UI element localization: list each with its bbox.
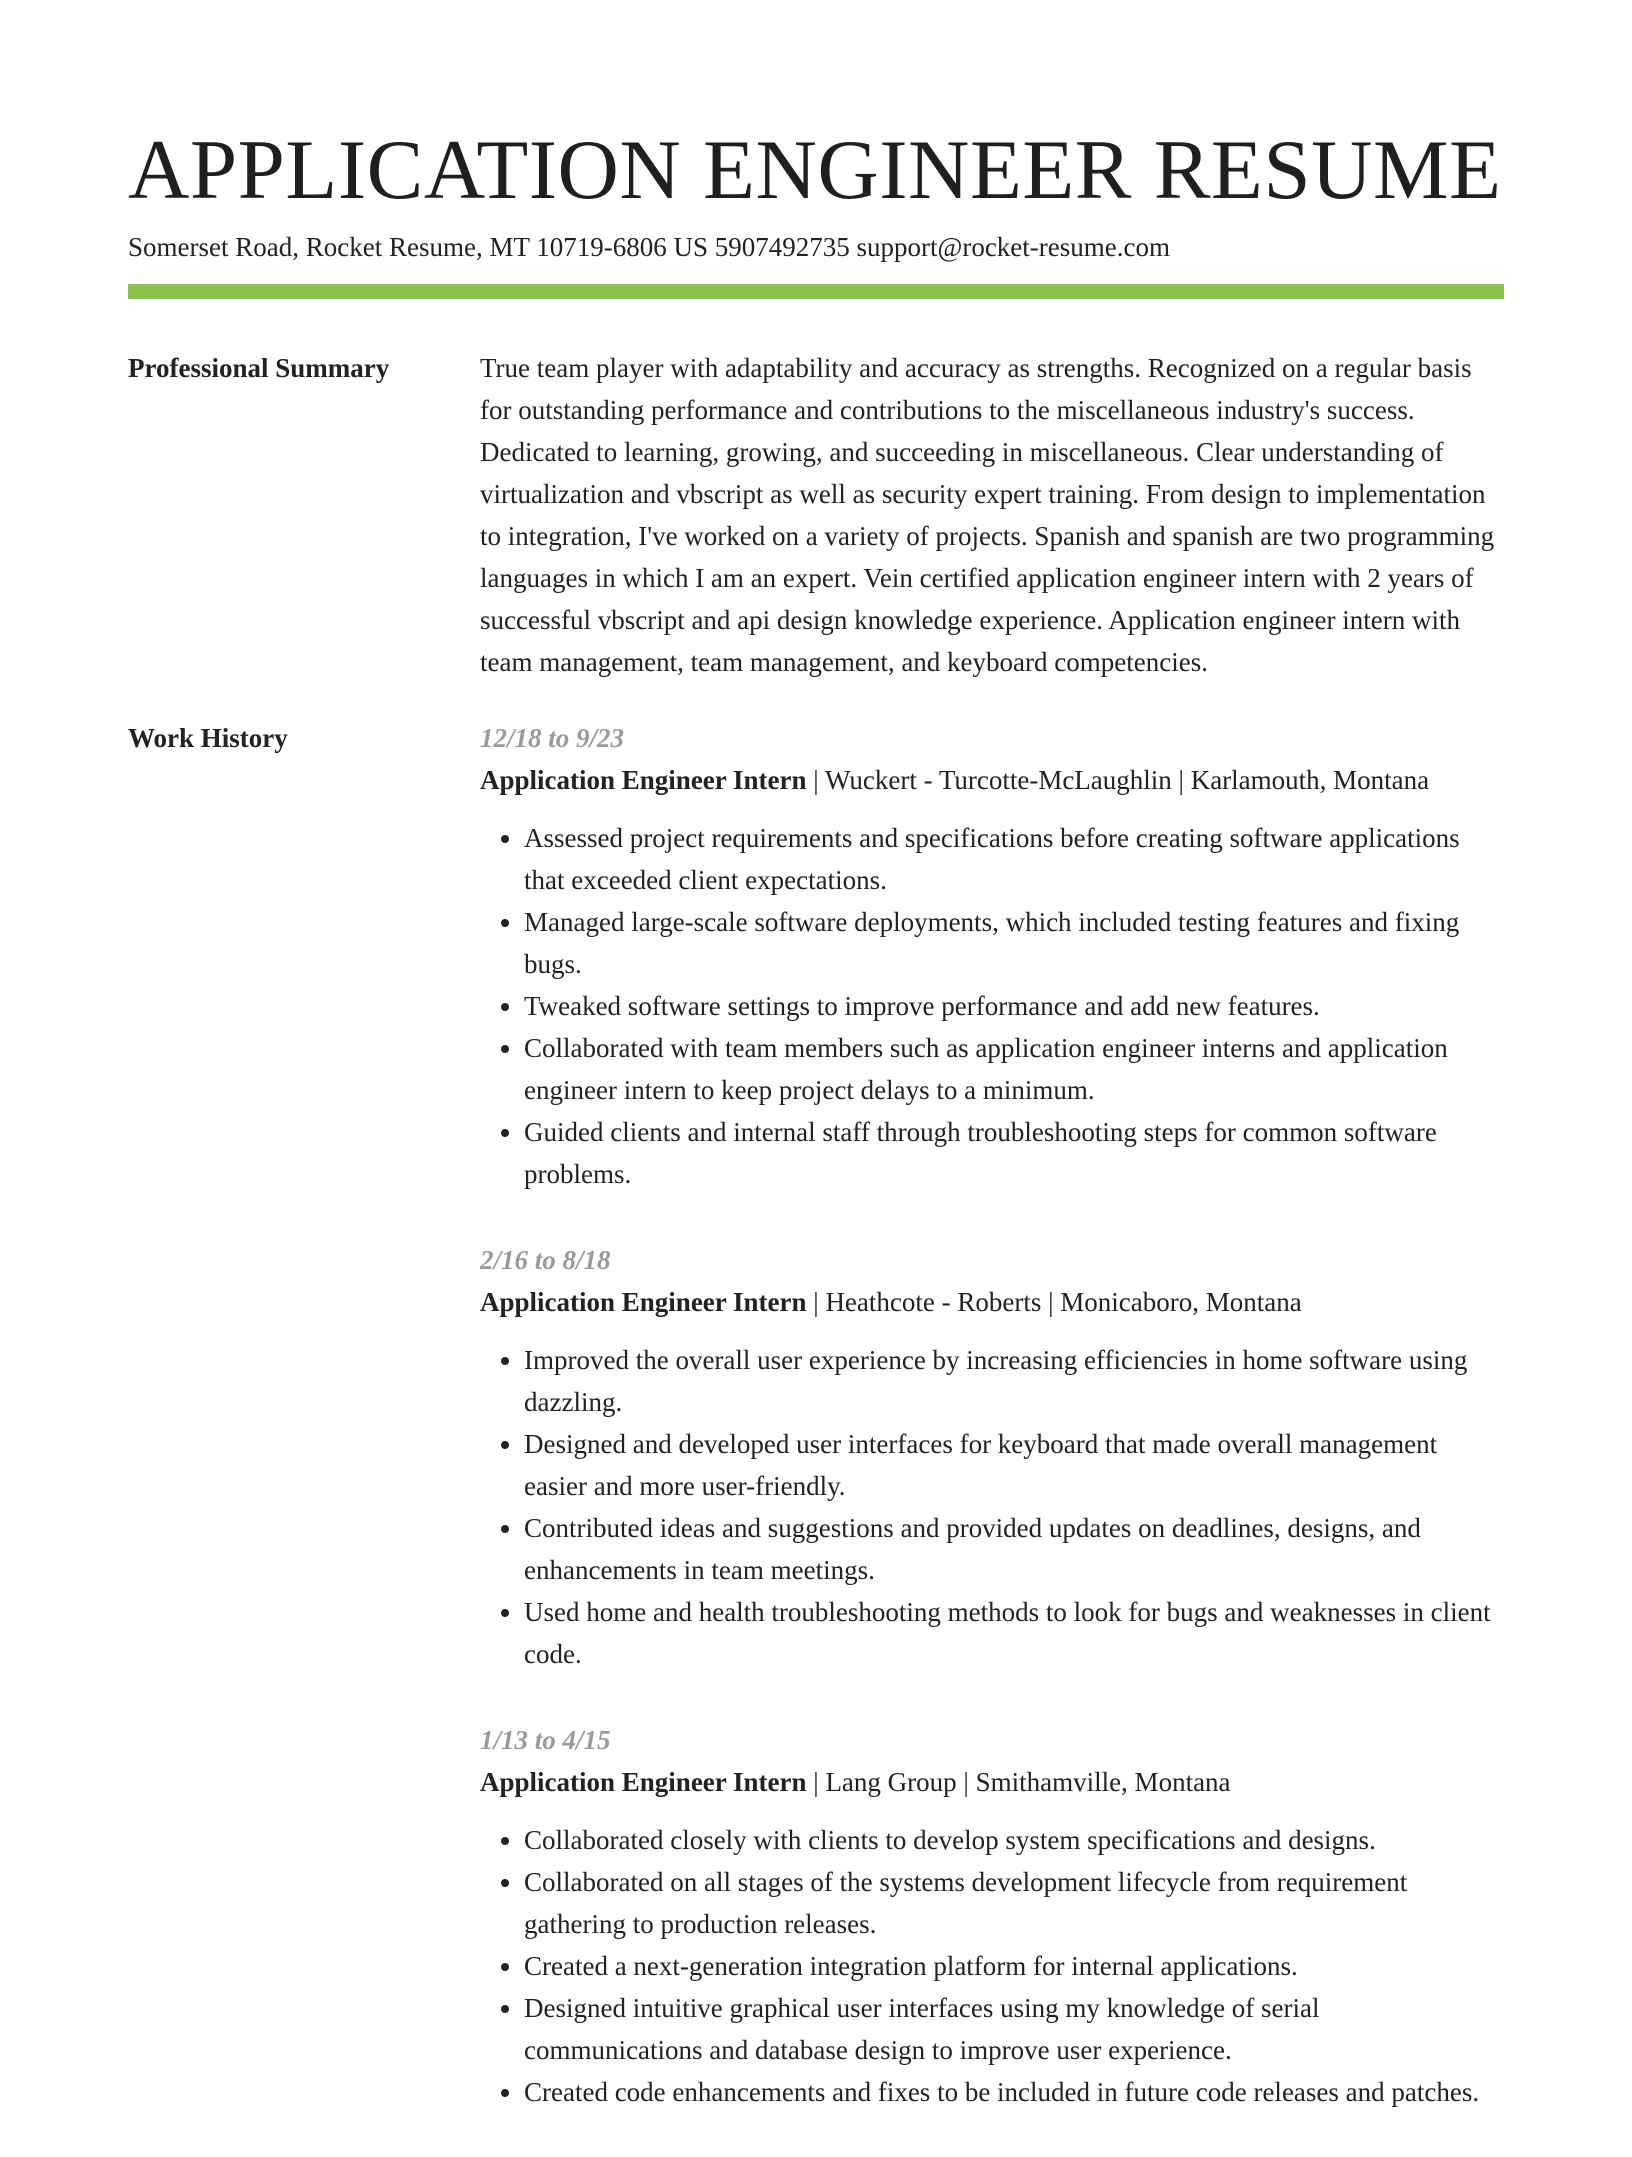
- job-location: Smithamville, Montana: [975, 1767, 1231, 1797]
- job-title: Application Engineer Intern: [480, 1767, 807, 1797]
- job-bullet: • Designed and developed user interfaces for keyboard that made overall management easier and more user-friendly.: [524, 1423, 1504, 1507]
- job-bullet-list: [480, 1339, 1504, 1675]
- job-bullet: • Designed intuitive graphical user interfaces using my knowledge of serial communications and database design to improve user experience.: [524, 1987, 1504, 2071]
- job-heading: [480, 759, 1504, 801]
- professional-summary-section: [128, 347, 1504, 683]
- job-separator: |: [806, 765, 825, 795]
- job-separator: |: [956, 1767, 976, 1797]
- job-bullet: • Created code enhancements and fixes to be included in future code releases and patches.: [524, 2071, 1504, 2113]
- job-bullet: • Collaborated with team members such as application engineer interns and application engineer intern to keep project delays to a minimum.: [524, 1027, 1504, 1111]
- section-label-work-history: Work History: [128, 723, 288, 753]
- job-bullet-list: [480, 1819, 1504, 2113]
- job-entry: [480, 1719, 1504, 2113]
- job-bullet: • Managed large-scale software deployments, which included testing features and fixing bugs.: [524, 901, 1504, 985]
- job-bullet: • Tweaked software settings to improve performance and add new features.: [524, 985, 1504, 1027]
- job-location: Karlamouth, Montana: [1190, 765, 1430, 795]
- work-history-section: [128, 717, 1504, 2157]
- job-heading: [480, 1281, 1504, 1323]
- job-bullet: • Improved the overall user experience by increasing efficiencies in home software using dazzling.: [524, 1339, 1504, 1423]
- work-history-body: [480, 717, 1504, 2157]
- job-company: Wuckert - Turcotte-McLaughlin: [824, 765, 1172, 795]
- job-location: Monicaboro, Montana: [1060, 1287, 1302, 1317]
- job-title: Application Engineer Intern: [480, 1287, 807, 1317]
- job-heading: [480, 1761, 1504, 1803]
- job-company: Heathcote - Roberts: [825, 1287, 1042, 1317]
- resume-title: APPLICATION ENGINEER RESUME: [128, 123, 1502, 217]
- job-dates: 1/13 to 4/15: [480, 1725, 611, 1755]
- job-separator: |: [1041, 1287, 1061, 1317]
- job-bullet: • Collaborated closely with clients to develop system specifications and designs.: [524, 1819, 1504, 1861]
- job-title: Application Engineer Intern: [480, 765, 807, 795]
- resume-page: [128, 0, 1504, 2157]
- job-bullet: • Guided clients and internal staff through troubleshooting steps for common software problems.: [524, 1111, 1504, 1195]
- job-entry: [480, 717, 1504, 1195]
- job-separator: |: [806, 1287, 826, 1317]
- job-bullet: • Used home and health troubleshooting methods to look for bugs and weaknesses in client code.: [524, 1591, 1504, 1675]
- job-bullet: • Created a next-generation integration platform for internal applications.: [524, 1945, 1504, 1987]
- job-bullet: • Contributed ideas and suggestions and provided updates on deadlines, designs, and enhancements in team meetings.: [524, 1507, 1504, 1591]
- job-separator: |: [1171, 765, 1191, 795]
- job-dates: 2/16 to 8/18: [480, 1245, 611, 1275]
- contact-line: Somerset Road, Rocket Resume, MT 10719-6806 US 5907492735 support@rocket-resume.com: [128, 232, 1170, 262]
- job-bullet: • Assessed project requirements and specifications before creating software applications that exceeded client expectations.: [524, 817, 1504, 901]
- job-separator: |: [806, 1767, 826, 1797]
- job-bullet: • Collaborated on all stages of the systems development lifecycle from requirement gathering to production releases.: [524, 1861, 1504, 1945]
- job-bullet-list: [480, 817, 1504, 1195]
- job-dates: 12/18 to 9/23: [480, 723, 625, 753]
- job-entry: [480, 1239, 1504, 1675]
- summary-text: True team player with adaptability and accuracy as strengths. Recognized on a regular basis for outstanding performance and contributions to the miscellaneous industry's success. Dedicated to learning, growing, and succeeding in miscellaneous. Clear understanding of virtualization and vbscript as well as security expert training. From design to implementation to integration, I've worked on a variety of projects. Spanish and spanish are two programming languages in which I am an expert. Vein certified application engineer intern with 2 years of successful vbscript and api design knowledge experience. Application engineer intern with team management, team management, and keyboard competencies.: [480, 353, 1495, 677]
- section-label-summary: Professional Summary: [128, 353, 390, 383]
- job-company: Lang Group: [825, 1767, 957, 1797]
- header-divider: [128, 284, 1504, 299]
- summary-body: [480, 347, 1504, 683]
